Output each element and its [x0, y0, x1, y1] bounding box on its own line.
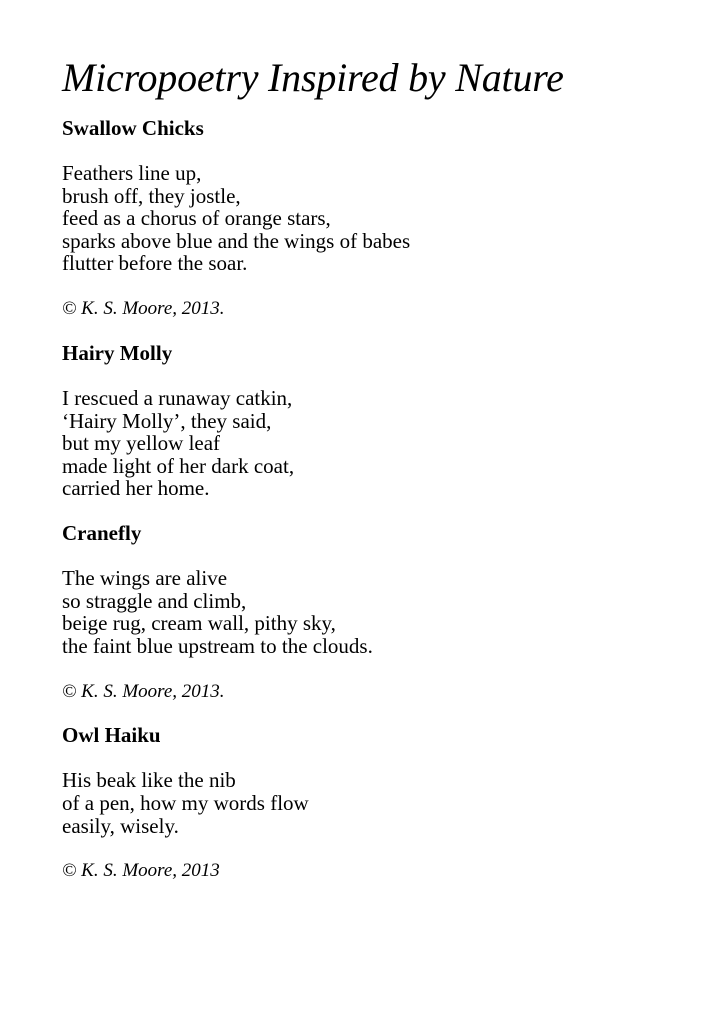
- poem-cranefly: [62, 521, 701, 703]
- poem-line: sparks above blue and the wings of babes: [62, 228, 411, 253]
- document-title: Micropoetry Inspired by Nature: [62, 55, 564, 100]
- poem-body: [62, 567, 701, 657]
- poem-line: of a pen, how my words flow: [62, 790, 309, 815]
- poem-line: but my yellow leaf: [62, 431, 221, 456]
- poem-line: the faint blue upstream to the clouds.: [62, 633, 373, 658]
- poem-owl-haiku: [62, 723, 701, 882]
- poem-line: made light of her dark coat,: [62, 453, 295, 478]
- poem-swallow-chicks: [62, 116, 701, 320]
- poem-hairy-molly: [62, 341, 701, 500]
- copyright-notice: © K. S. Moore, 2013: [62, 860, 220, 882]
- poem-line: brush off, they jostle,: [62, 183, 241, 208]
- copyright-notice: © K. S. Moore, 2013.: [62, 681, 225, 703]
- poem-line: ‘Hairy Molly’, they said,: [62, 408, 272, 433]
- poem-title: Swallow Chicks: [62, 116, 204, 140]
- poem-body: [62, 769, 701, 837]
- poem-line: His beak like the nib: [62, 768, 236, 793]
- poem-title: Hairy Molly: [62, 340, 173, 365]
- poem-line: Feathers line up,: [62, 161, 202, 185]
- poem-line: The wings are alive: [62, 565, 228, 590]
- poem-line: flutter before the soar.: [62, 251, 248, 276]
- poem-title: Owl Haiku: [62, 723, 161, 748]
- poem-line: easily, wisely.: [62, 813, 179, 838]
- poem-line: I rescued a runaway catkin,: [62, 385, 293, 410]
- poem-title: Cranefly: [62, 520, 142, 545]
- poem-line: feed as a chorus of orange stars,: [62, 206, 331, 231]
- poem-body: [62, 387, 701, 500]
- document-page: [62, 54, 701, 882]
- copyright-notice: © K. S. Moore, 2013.: [62, 297, 225, 319]
- poem-line: carried her home.: [62, 476, 210, 501]
- poem-line: beige rug, cream wall, pithy sky,: [62, 611, 336, 636]
- poem-line: so straggle and climb,: [62, 588, 247, 613]
- poem-body: [62, 162, 701, 275]
